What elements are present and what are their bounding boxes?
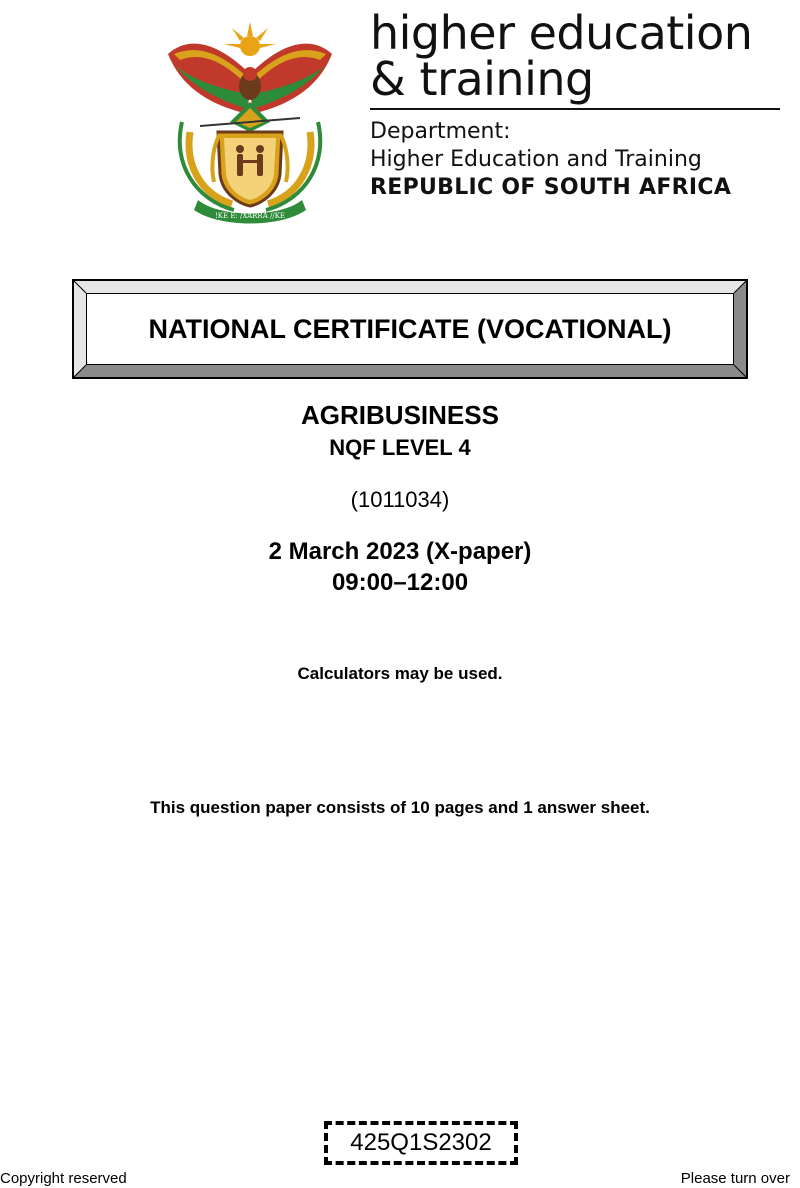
crest-motto: !KE E: /XARRA //KE [214, 212, 286, 220]
subject-code: (1011034) [350, 487, 450, 512]
country-name: REPUBLIC OF SOUTH AFRICA [370, 175, 732, 200]
footer-copyright: Copyright reserved [0, 1170, 127, 1187]
certificate-title-box [72, 279, 748, 379]
department-label: Department: [370, 119, 511, 144]
exam-date: 2 March 2023 (X-paper) [268, 538, 532, 565]
page-count-note: This question paper consists of 10 pages and 1 answer sheet. [150, 798, 650, 817]
coat-of-arms-logo [160, 14, 340, 226]
coat-of-arms-icon [160, 14, 340, 226]
brand-divider [370, 108, 780, 110]
calculator-note: Calculators may be used. [297, 664, 503, 683]
department-branding [370, 6, 785, 202]
department-name: Higher Education and Training [370, 147, 702, 172]
footer-turn-over: Please turn over [680, 1170, 790, 1187]
paper-code: 425Q1S2302 [350, 1129, 492, 1156]
exam-time: 09:00–12:00 [331, 569, 469, 596]
brand-title-line1: higher education [370, 6, 753, 60]
certificate-title: NATIONAL CERTIFICATE (VOCATIONAL) [148, 313, 672, 344]
paper-code-box [324, 1121, 518, 1165]
certificate-title-inner [86, 293, 734, 365]
subject-title: AGRIBUSINESS [301, 400, 499, 430]
brand-title-line2: & training [370, 52, 594, 106]
nqf-level: NQF LEVEL 4 [329, 435, 471, 460]
